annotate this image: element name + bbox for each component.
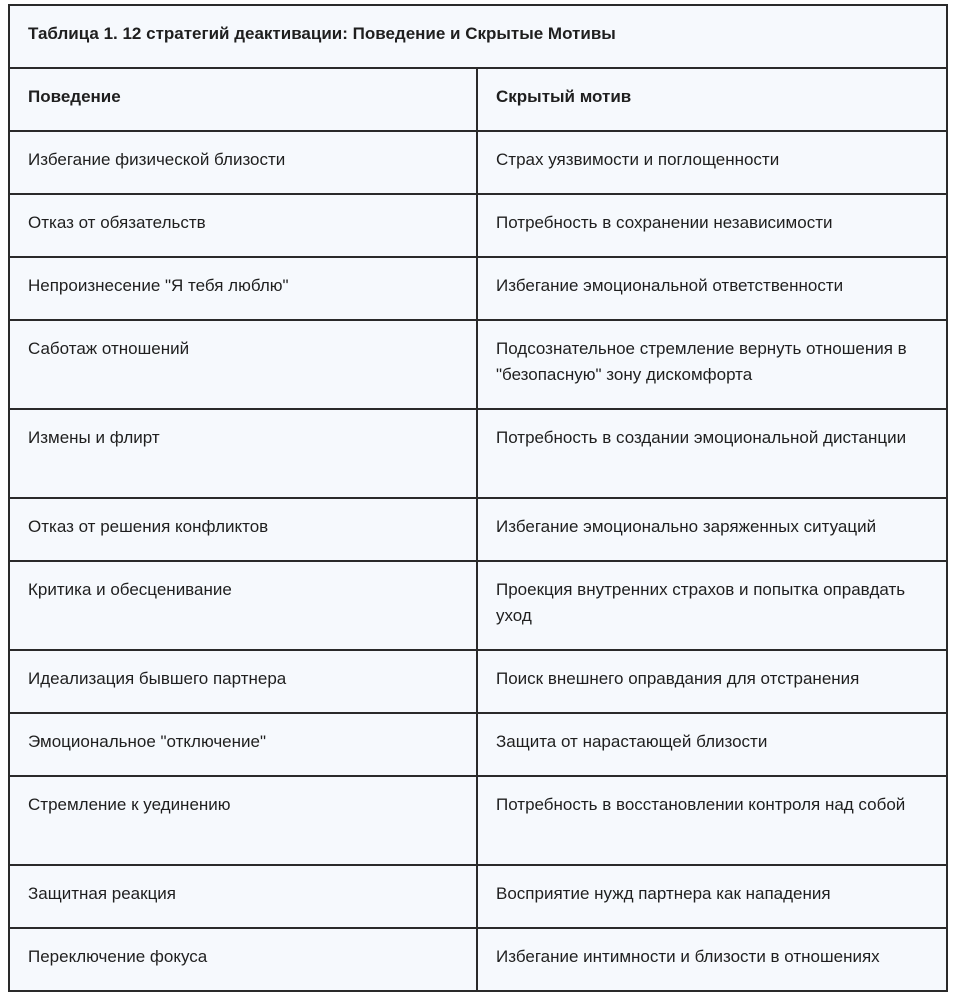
table-row: [9, 650, 947, 713]
motive-cell: Защита от нарастающей близости: [477, 713, 947, 776]
table-row: [9, 865, 947, 928]
strategies-table-container: [8, 4, 946, 992]
motive-cell: Потребность в создании эмоциональной дистанции: [477, 409, 947, 498]
motive-cell: Проекция внутренних страхов и попытка оправдать уход: [477, 561, 947, 650]
table-row: [9, 409, 947, 498]
behavior-cell: Защитная реакция: [9, 865, 477, 928]
behavior-cell: Избегание физической близости: [9, 131, 477, 194]
table-row: [9, 561, 947, 650]
motive-cell: Страх уязвимости и поглощенности: [477, 131, 947, 194]
motive-cell: Поиск внешнего оправдания для отстранения: [477, 650, 947, 713]
behavior-cell: Идеализация бывшего партнера: [9, 650, 477, 713]
table-row: [9, 713, 947, 776]
table-row: [9, 194, 947, 257]
motive-cell: Избегание эмоционально заряженных ситуаций: [477, 498, 947, 561]
table-row: [9, 498, 947, 561]
behavior-cell: Саботаж отношений: [9, 320, 477, 409]
table-row: [9, 131, 947, 194]
behavior-cell: Непроизнесение "Я тебя люблю": [9, 257, 477, 320]
motive-cell: Потребность в восстановлении контроля над собой: [477, 776, 947, 865]
behavior-cell: Переключение фокуса: [9, 928, 477, 991]
table-row: [9, 257, 947, 320]
strategies-table: [8, 4, 948, 992]
header-behavior: Поведение: [9, 68, 477, 131]
behavior-cell: Эмоциональное "отключение": [9, 713, 477, 776]
motive-cell: Избегание интимности и близости в отношениях: [477, 928, 947, 991]
behavior-cell: Стремление к уединению: [9, 776, 477, 865]
header-row: [9, 68, 947, 131]
behavior-cell: Критика и обесценивание: [9, 561, 477, 650]
motive-cell: Восприятие нужд партнера как нападения: [477, 865, 947, 928]
behavior-cell: Отказ от решения конфликтов: [9, 498, 477, 561]
caption-row: [9, 5, 947, 68]
motive-cell: Потребность в сохранении независимости: [477, 194, 947, 257]
table-row: [9, 928, 947, 991]
motive-cell: Избегание эмоциональной ответственности: [477, 257, 947, 320]
behavior-cell: Отказ от обязательств: [9, 194, 477, 257]
behavior-cell: Измены и флирт: [9, 409, 477, 498]
table-row: [9, 776, 947, 865]
header-motive: Скрытый мотив: [477, 68, 947, 131]
table-caption: Таблица 1. 12 стратегий деактивации: Поведение и Скрытые Мотивы: [9, 5, 947, 68]
table-row: [9, 320, 947, 409]
motive-cell: Подсознательное стремление вернуть отношения в "безопасную" зону дискомфорта: [477, 320, 947, 409]
